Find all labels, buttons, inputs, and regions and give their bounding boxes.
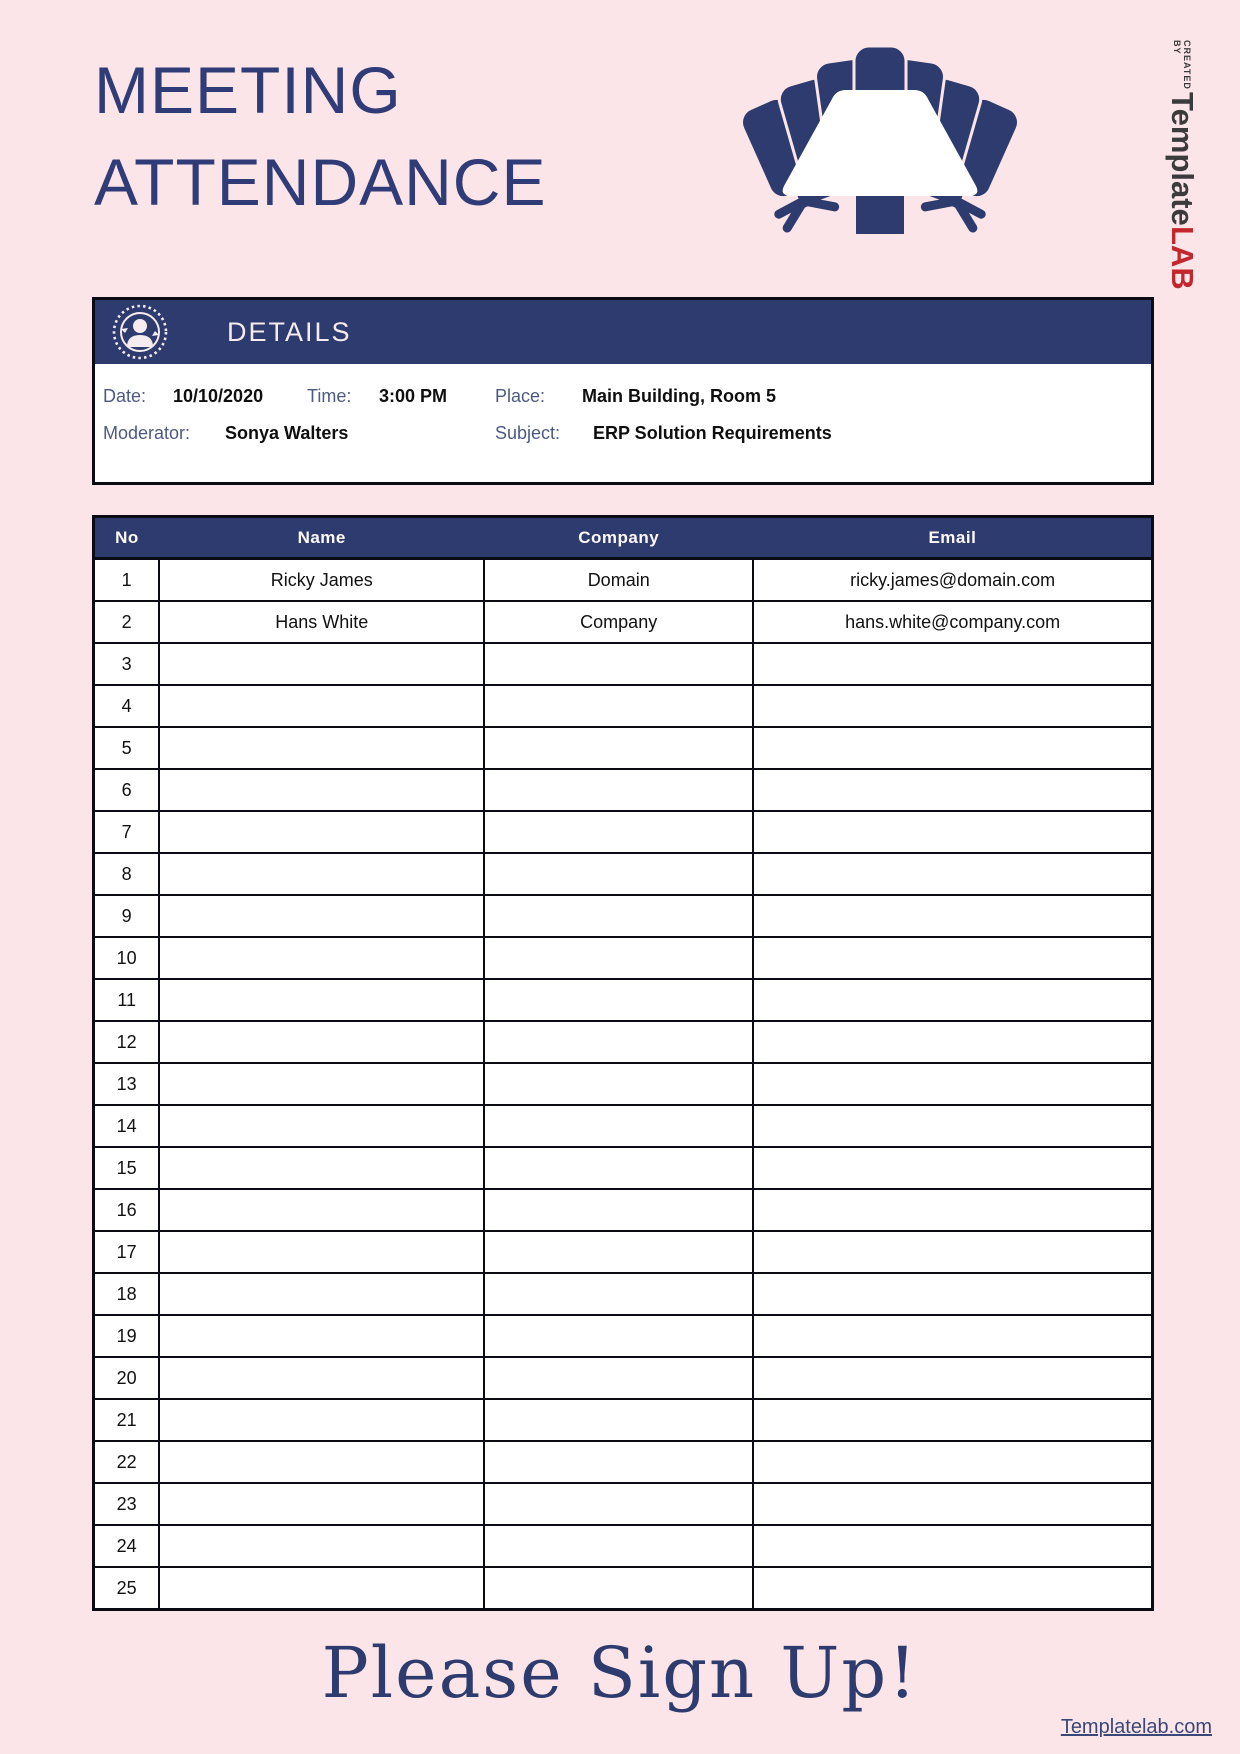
company-cell (484, 769, 753, 811)
company-cell (484, 1147, 753, 1189)
email-cell (753, 1567, 1152, 1610)
row-number: 15 (94, 1147, 160, 1189)
row-number: 19 (94, 1315, 160, 1357)
table-row (94, 1147, 1153, 1189)
date-value: 10/10/2020 (173, 386, 264, 406)
company-cell (484, 1525, 753, 1567)
created-by-text: CREATED BY (1172, 40, 1192, 90)
company-cell (484, 937, 753, 979)
page-title (94, 44, 546, 228)
company-cell: Company (484, 601, 753, 643)
table-row (94, 643, 1153, 685)
row-number: 7 (94, 811, 160, 853)
row-number: 14 (94, 1105, 160, 1147)
name-cell (159, 1105, 484, 1147)
row-number: 13 (94, 1063, 160, 1105)
name-cell (159, 979, 484, 1021)
name-cell (159, 895, 484, 937)
details-fields (95, 364, 1151, 452)
company-cell (484, 685, 753, 727)
row-number: 17 (94, 1231, 160, 1273)
table-row (94, 1105, 1153, 1147)
page-title-line2: ATTENDANCE (94, 145, 547, 219)
time-label: Time: (307, 386, 352, 406)
company-cell (484, 1315, 753, 1357)
table-row (94, 685, 1153, 727)
name-cell (159, 1189, 484, 1231)
templatelab-link[interactable]: Templatelab.com (1060, 1716, 1212, 1738)
time-value: 3:00 PM (379, 386, 448, 406)
name-cell (159, 1567, 484, 1610)
conference-table-icon (742, 38, 1018, 234)
company-cell (484, 1567, 753, 1610)
row-number: 4 (94, 685, 160, 727)
row-number: 3 (94, 643, 160, 685)
subject-value: ERP Solution Requirements (593, 423, 832, 443)
email-cell (753, 1483, 1152, 1525)
attendance-header-row (94, 517, 1153, 559)
sign-up-cta: Please Sign Up! (321, 1632, 919, 1714)
table-row (94, 1525, 1153, 1567)
email-cell (753, 1273, 1152, 1315)
details-box (92, 297, 1154, 485)
name-cell (159, 1273, 484, 1315)
row-number: 11 (94, 979, 160, 1021)
templatelab-logo (1156, 40, 1208, 290)
company-cell (484, 1357, 753, 1399)
company-cell (484, 853, 753, 895)
name-cell (159, 1063, 484, 1105)
name-cell (159, 853, 484, 895)
email-cell (753, 811, 1152, 853)
details-row-1 (95, 378, 1151, 415)
row-number: 21 (94, 1399, 160, 1441)
table-row (94, 727, 1153, 769)
page-title-line1: MEETING (94, 53, 402, 127)
person-sync-icon (111, 303, 169, 361)
row-number: 24 (94, 1525, 160, 1567)
email-cell (753, 853, 1152, 895)
email-cell (753, 1105, 1152, 1147)
row-number: 1 (94, 559, 160, 602)
email-cell (753, 1231, 1152, 1273)
email-cell (753, 1399, 1152, 1441)
company-cell (484, 1105, 753, 1147)
table-row (94, 1231, 1153, 1273)
attendance-table (92, 515, 1154, 1611)
name-cell (159, 1357, 484, 1399)
table-row (94, 601, 1153, 643)
email-cell: ricky.james@domain.com (753, 559, 1152, 602)
date-label: Date: (103, 386, 147, 406)
email-cell (753, 979, 1152, 1021)
details-title: DETAILS (227, 316, 352, 347)
company-cell (484, 979, 753, 1021)
name-cell (159, 1441, 484, 1483)
company-cell (484, 1441, 753, 1483)
name-cell (159, 1021, 484, 1063)
email-cell (753, 769, 1152, 811)
email-cell (753, 937, 1152, 979)
email-cell (753, 1525, 1152, 1567)
email-cell (753, 727, 1152, 769)
table-row (94, 937, 1153, 979)
row-number: 5 (94, 727, 160, 769)
row-number: 8 (94, 853, 160, 895)
row-number: 22 (94, 1441, 160, 1483)
table-row (94, 1189, 1153, 1231)
company-cell (484, 811, 753, 853)
email-cell (753, 685, 1152, 727)
name-cell (159, 1147, 484, 1189)
company-cell (484, 1273, 753, 1315)
brand-name-text: Template (1165, 91, 1200, 226)
row-number: 12 (94, 1021, 160, 1063)
table-row (94, 1273, 1153, 1315)
table-row (94, 769, 1153, 811)
email-cell (753, 1021, 1152, 1063)
brand-lab-text: LAB (1165, 225, 1200, 290)
row-number: 20 (94, 1357, 160, 1399)
row-number: 25 (94, 1567, 160, 1610)
table-row (94, 895, 1153, 937)
company-cell (484, 1189, 753, 1231)
table-row (94, 1063, 1153, 1105)
row-number: 9 (94, 895, 160, 937)
table-row (94, 1021, 1153, 1063)
attendance-table-body (94, 559, 1153, 1610)
details-header (95, 300, 1151, 364)
company-cell: Domain (484, 559, 753, 602)
name-cell (159, 769, 484, 811)
table-row (94, 1567, 1153, 1610)
name-cell (159, 1525, 484, 1567)
company-cell (484, 1021, 753, 1063)
company-cell (484, 1231, 753, 1273)
row-number: 18 (94, 1273, 160, 1315)
email-cell (753, 1063, 1152, 1105)
row-number: 10 (94, 937, 160, 979)
email-cell (753, 1357, 1152, 1399)
table-row (94, 853, 1153, 895)
email-cell (753, 895, 1152, 937)
moderator-value: Sonya Walters (225, 423, 349, 443)
place-label: Place: (495, 386, 546, 406)
table-row (94, 559, 1153, 602)
table-row (94, 979, 1153, 1021)
table-row (94, 1399, 1153, 1441)
row-number: 6 (94, 769, 160, 811)
name-cell (159, 685, 484, 727)
name-cell: Hans White (159, 601, 484, 643)
column-header-no: No (94, 517, 160, 559)
place-value: Main Building, Room 5 (582, 386, 776, 406)
company-cell (484, 727, 753, 769)
company-cell (484, 643, 753, 685)
table-row (94, 1441, 1153, 1483)
name-cell (159, 1483, 484, 1525)
moderator-label: Moderator: (103, 423, 191, 443)
name-cell (159, 937, 484, 979)
email-cell: hans.white@company.com (753, 601, 1152, 643)
email-cell (753, 643, 1152, 685)
column-header-company: Company (484, 517, 753, 559)
name-cell (159, 727, 484, 769)
table-row (94, 1357, 1153, 1399)
email-cell (753, 1315, 1152, 1357)
table-row (94, 811, 1153, 853)
email-cell (753, 1147, 1152, 1189)
details-row-2 (95, 415, 1151, 452)
name-cell (159, 811, 484, 853)
name-cell (159, 1231, 484, 1273)
name-cell (159, 1399, 484, 1441)
subject-label: Subject: (495, 423, 561, 443)
company-cell (484, 1483, 753, 1525)
company-cell (484, 895, 753, 937)
row-number: 23 (94, 1483, 160, 1525)
company-cell (484, 1063, 753, 1105)
row-number: 16 (94, 1189, 160, 1231)
email-cell (753, 1189, 1152, 1231)
row-number: 2 (94, 601, 160, 643)
column-header-name: Name (159, 517, 484, 559)
column-header-email: Email (753, 517, 1152, 559)
email-cell (753, 1441, 1152, 1483)
name-cell: Ricky James (159, 559, 484, 602)
name-cell (159, 1315, 484, 1357)
name-cell (159, 643, 484, 685)
table-row (94, 1315, 1153, 1357)
company-cell (484, 1399, 753, 1441)
table-row (94, 1483, 1153, 1525)
